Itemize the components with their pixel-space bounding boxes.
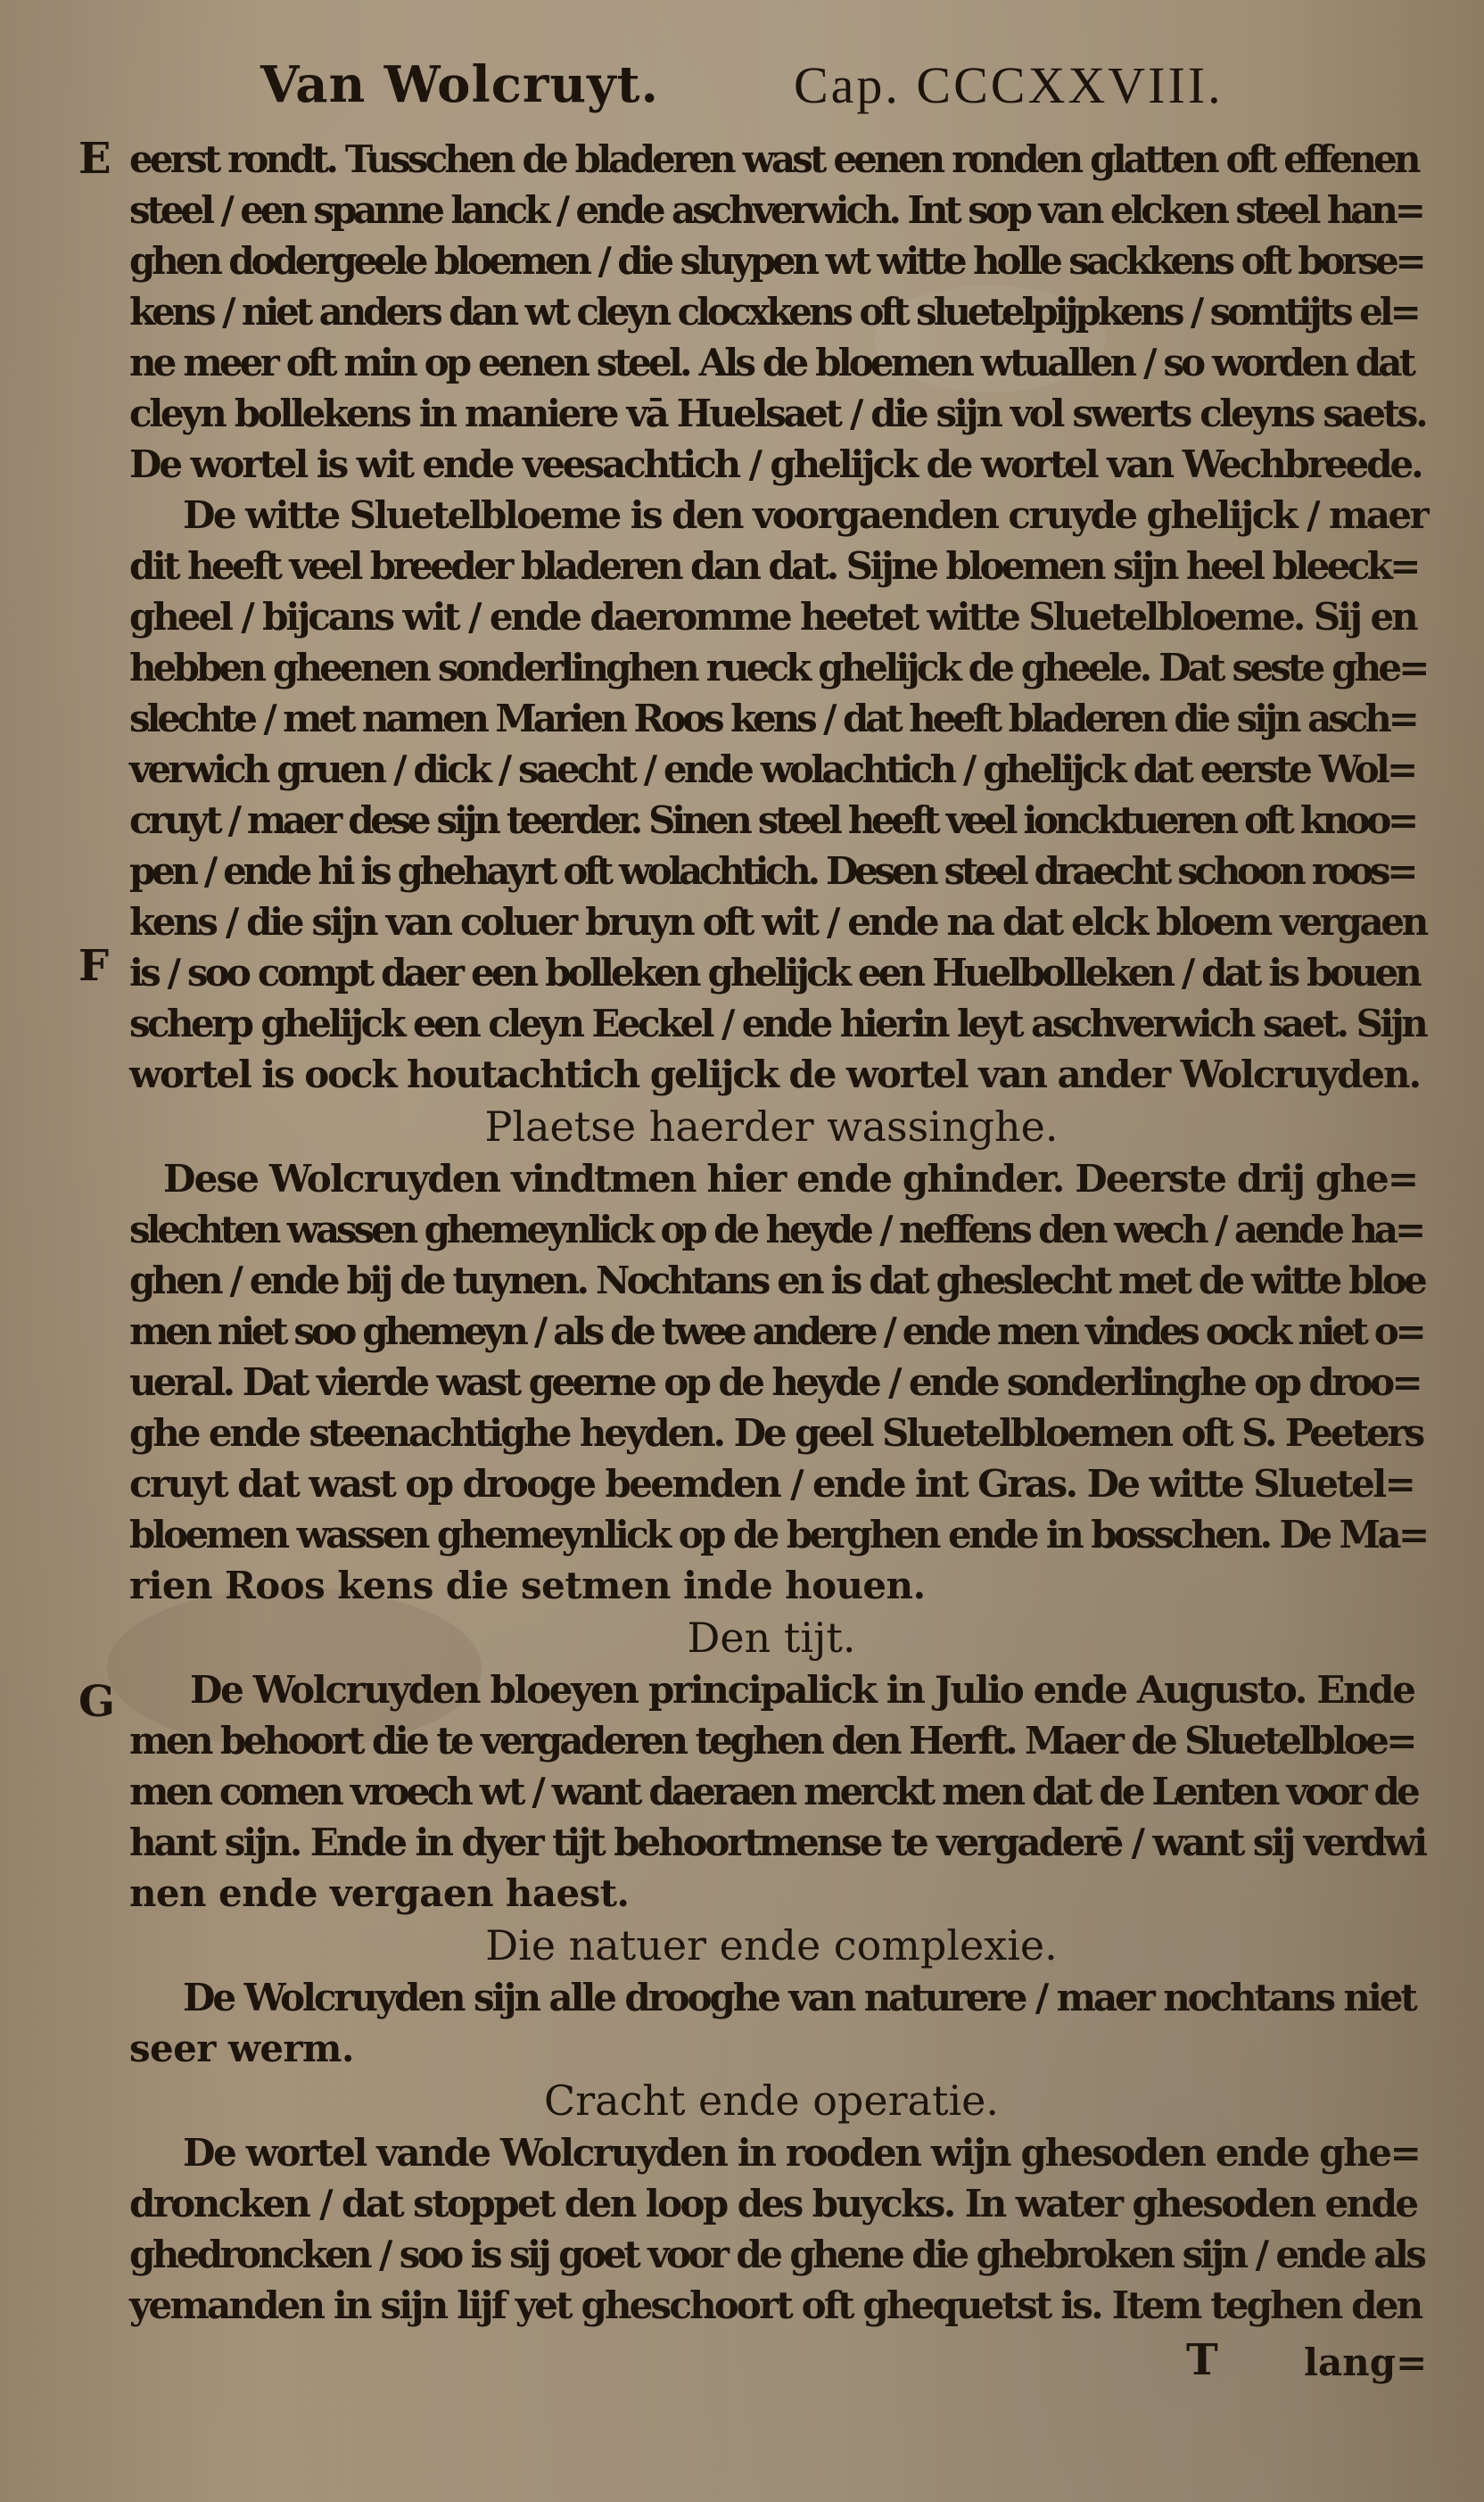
text-line: De witte Sluetelbloeme is den voorgaenden cruyde ghelijck / maer xyxy=(183,493,1428,537)
text-line: pen / ende hi is ghehayrt oft wolachtich. Desen steel draecht schoon roos= xyxy=(129,849,1415,893)
text-line: slechten wassen ghemeynlick op de heyde / neffens den wech / aende ha= xyxy=(129,1208,1423,1251)
text-line: De wortel is wit ende veesachtich / ghelijck de wortel van Wechbreede. xyxy=(129,442,1422,486)
text-line: De Wolcruyden sijn alle drooghe van naturere / maer nochtans niet xyxy=(183,1976,1415,2019)
section-heading-nature: Die natuer ende complexie. xyxy=(485,1921,1058,1969)
text-line: men behoort die te vergaderen teghen den Herft. Maer de Sluetelbloe= xyxy=(129,1719,1414,1763)
text-line: ghen / ende bij de tuynen. Nochtans en is dat gheslecht met de witte bloe xyxy=(129,1259,1424,1302)
signature-mark: T xyxy=(1186,2335,1218,2385)
text-line: De Wolcruyden bloeyen principalick in Julio ende Augusto. Ende xyxy=(190,1668,1414,1712)
text-line: dit heeft veel breeder bladeren dan dat. Sijne bloemen sijn heel bleeck= xyxy=(129,544,1418,588)
text-line: nen ende vergaen haest. xyxy=(129,1871,630,1915)
text-line: eerst rondt. Tusschen de bladeren wast eenen ronden glatten oft effenen xyxy=(129,137,1418,181)
text-line: is / soo compt daer een bolleken ghelijck een Huelbolleken / dat is bouen xyxy=(129,951,1419,995)
text-line: men comen vroech wt / want daeraen merckt men dat de Lenten voor de xyxy=(129,1770,1417,1813)
text-line: verwich gruen / dick / saecht / ende wolachtich / ghelijck dat eerste Wol= xyxy=(129,747,1415,791)
text-line: ueral. Dat vierde wast geerne op de heyde / ende sonderlinghe op droo= xyxy=(129,1360,1421,1404)
text-line: ne meer oft min op eenen steel. Als de bloemen wtuallen / so worden dat xyxy=(129,341,1414,384)
text-line: cruyt dat wast op drooge beemden / ende int Gras. De witte Sluetel= xyxy=(129,1462,1414,1506)
text-line: cleyn bollekens in maniere vā Huelsaet / die sijn vol swerts cleyns saets. xyxy=(129,392,1426,435)
text-line: gheel / bijcans wit / ende daeromme heetet witte Sluetelbloeme. Sij en xyxy=(129,595,1416,639)
text-line: hebben gheenen sonderlinghen rueck ghelijck de gheele. Dat seste ghe= xyxy=(129,646,1427,689)
text-line: yemanden in sijn lijf yet gheschoort oft ghequetst is. Item teghen den xyxy=(129,2283,1422,2327)
text-line: rien Roos kens die setmen inde houen. xyxy=(129,1564,926,1607)
text-line: droncken / dat stoppet den loop des buycks. In water ghesoden ende xyxy=(129,2182,1417,2225)
text-line: kens / niet anders dan wt cleyn clocxkens oft sluetelpijpkens / somtijts el= xyxy=(129,290,1418,334)
text-line: hant sijn. Ende in dyer tijt behoortmense te vergaderē / want sij verdwi xyxy=(129,1821,1425,1864)
margin-letter-e: E xyxy=(78,134,111,184)
text-line: slechte / met namen Marien Roos kens / dat heeft bladeren die sijn asch= xyxy=(129,697,1416,740)
text-line: scherp ghelijck een cleyn Eeckel / ende hierin leyt aschverwich saet. Sijn xyxy=(129,1002,1426,1045)
chapter-number: Cap. CCCXXVIII. xyxy=(794,56,1224,114)
text-line: kens / die sijn van coluer bruyn oft wit / ende na dat elck bloem vergaen xyxy=(129,900,1426,944)
text-line: De wortel vande Wolcruyden in rooden wijn ghesoden ende ghe= xyxy=(183,2131,1420,2175)
text-line: ghedroncken / soo is sij goet voor de ghene die ghebroken sijn / ende als xyxy=(129,2233,1424,2276)
text-line: wortel is oock houtachtich gelijck de wortel van ander Wolcruyden. xyxy=(129,1053,1421,1096)
margin-letter-g: G xyxy=(78,1677,115,1727)
text-line: ghe ende steenachtighe heyden. De geel Sluetelbloemen oft S. Peeters xyxy=(129,1411,1423,1455)
text-block xyxy=(129,134,1428,2331)
text-line: cruyt / maer dese sijn teerder. Sinen steel heeft veel ioncktueren oft knoo= xyxy=(129,798,1415,842)
section-heading-virtues: Cracht ende operatie. xyxy=(543,2077,1000,2125)
section-heading-time: Den tijt. xyxy=(687,1614,856,1662)
running-header xyxy=(0,55,1484,136)
text-line: Dese Wolcruyden vindtmen hier ende ghinder. Deerste drij ghe= xyxy=(163,1157,1418,1201)
text-line: bloemen wassen ghemeynlick op de berghen ende in bosschen. De Ma= xyxy=(129,1513,1427,1557)
text-line: men niet soo ghemeyn / als de twee andere / ende men vindes oock niet o= xyxy=(129,1309,1423,1353)
text-line: seer werm. xyxy=(129,2027,354,2070)
catchword: lang= xyxy=(1304,2341,1428,2384)
page-footer xyxy=(0,2335,1484,2398)
margin-letter-f: F xyxy=(78,941,110,991)
section-heading-habitat: Plaetse haerder wassinghe. xyxy=(484,1102,1059,1151)
text-line: ghen dodergeele bloemen / die sluypen wt witte holle sackkens oft borse= xyxy=(129,239,1423,283)
running-title: Van Wolcruyt. xyxy=(260,55,659,114)
text-line: steel / een spanne lanck / ende aschverwich. Int sop van elcken steel han= xyxy=(129,188,1422,232)
